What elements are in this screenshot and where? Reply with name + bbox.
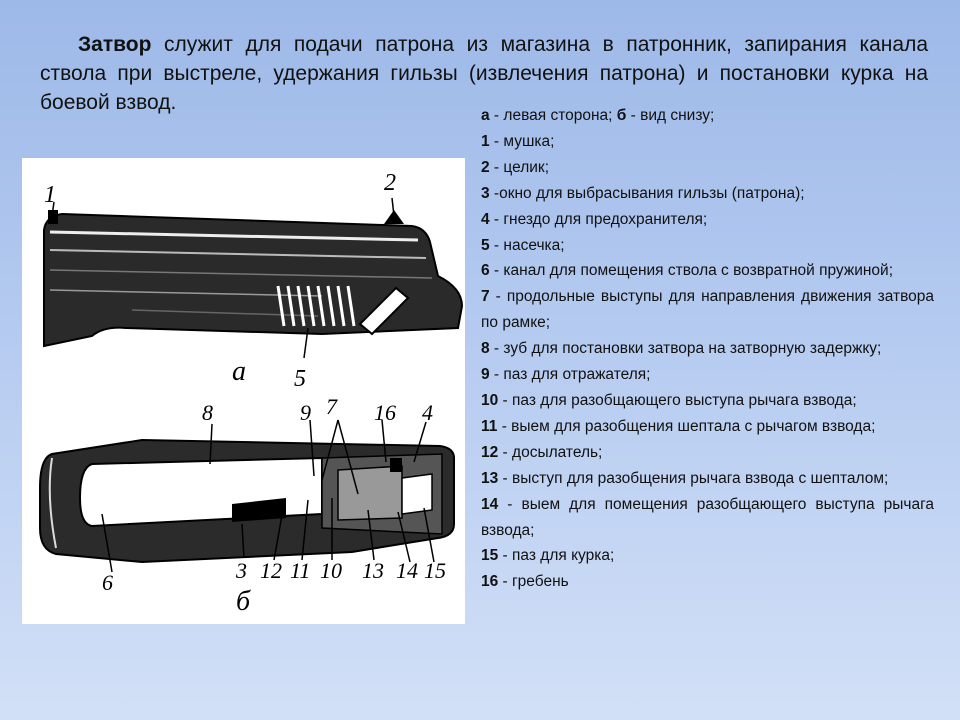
legend-item-7 <box>481 284 934 336</box>
legend-key: а <box>481 107 490 124</box>
callout-6: 6 <box>102 570 113 595</box>
legend-text: гнездо для предохранителя; <box>503 210 708 228</box>
legend-text: выем для помещения разобщающего выступа рычага взвода; <box>481 495 934 539</box>
callout-5: 5 <box>294 366 306 392</box>
bolt-diagram <box>22 158 465 624</box>
legend-item-2 <box>481 155 934 181</box>
slide-figure <box>22 158 465 624</box>
legend-item-14 <box>481 492 934 544</box>
legend-item-9 <box>481 362 934 388</box>
legend-text: гребень <box>512 573 569 591</box>
legend-key: 7 <box>481 288 490 306</box>
legend-item-11 <box>481 414 934 440</box>
legend-item-views <box>481 103 934 129</box>
legend-text: канал для помещения ствола с возвратной пружиной; <box>503 262 894 280</box>
legend-key: 4 <box>481 210 490 228</box>
legend-sep: - <box>489 184 500 202</box>
bolt-bottom-view-drawing <box>40 420 454 572</box>
legend-key: 5 <box>481 236 490 254</box>
legend-key: 14 <box>481 495 499 513</box>
intro-text: служит для подачи патрона из магазина в патронник, запирания канала ствола при выстреле, удержания гильзы (извлечения патрона) и постановки курка на боевой взвод. <box>40 33 928 114</box>
callout-3: 3 <box>236 558 247 583</box>
legend-text: левая сторона; <box>503 107 617 124</box>
legend-key: 12 <box>481 443 499 461</box>
legend-key: 10 <box>481 391 499 409</box>
legend-key: 11 <box>481 417 498 435</box>
legend-item-13 <box>481 466 934 492</box>
legend-text: окно для выбрасывания гильзы (патрона); <box>499 184 805 202</box>
legend-sep: - <box>498 443 513 461</box>
callout-2: 2 <box>384 170 396 196</box>
legend-text: насечка; <box>503 236 565 254</box>
legend-text: паз для разобщающего выступа рычага взвода; <box>512 391 857 409</box>
legend-item-16 <box>481 569 934 595</box>
callout-14: 14 <box>396 558 418 583</box>
legend-sep: - <box>489 158 504 176</box>
legend-item-15 <box>481 543 934 569</box>
legend-key: 1 <box>481 132 490 150</box>
legend-key: 15 <box>481 547 499 565</box>
legend-sep: - <box>489 288 507 306</box>
legend-sep: - <box>497 417 512 435</box>
legend-text: целик; <box>503 158 550 176</box>
intro-term: Затвор <box>78 33 152 56</box>
callout-12: 12 <box>260 558 282 583</box>
legend-item-12 <box>481 440 934 466</box>
legend-item-8 <box>481 336 934 362</box>
legend-key: 9 <box>481 366 490 384</box>
legend-text: продольные выступы для направления движения затвора по рамке; <box>481 288 934 332</box>
view-a-label: а <box>232 356 246 387</box>
legend-key: 16 <box>481 573 499 591</box>
legend-sep: - <box>498 547 513 565</box>
legend-key: 8 <box>481 340 490 358</box>
legend-text: паз для отражателя; <box>503 366 651 384</box>
callout-11: 11 <box>290 558 311 583</box>
legend-key: б <box>616 107 627 124</box>
callout-7: 7 <box>326 394 337 419</box>
callout-4: 4 <box>422 400 433 425</box>
callout-15: 15 <box>424 558 446 583</box>
legend-item-4 <box>481 207 934 233</box>
legend-text: досылатель; <box>512 443 603 461</box>
legend-item-3 <box>481 181 934 207</box>
bolt-left-side-drawing <box>44 198 462 358</box>
legend-sep: - <box>498 391 513 409</box>
legend-text: зуб для постановки затвора на затворную задержку; <box>503 340 882 358</box>
legend-sep: - <box>489 210 504 228</box>
legend-sep: - <box>489 366 504 384</box>
legend-item-6 <box>481 258 934 284</box>
legend-item-1 <box>481 129 934 155</box>
legend-item-5 <box>481 233 934 259</box>
legend-sep: - <box>489 262 504 280</box>
legend-sep: - <box>498 495 522 513</box>
callout-8: 8 <box>202 400 213 425</box>
legend-sep: - <box>489 236 504 254</box>
callout-10: 10 <box>320 558 342 583</box>
legend-sep: - <box>498 469 513 487</box>
legend-text: мушка; <box>503 132 555 150</box>
callout-1: 1 <box>44 182 56 208</box>
legend-text: выступ для разобщения рычага взвода с шепталом; <box>512 469 889 487</box>
legend-text: выем для разобщения шептала с рычагом взвода; <box>511 417 876 435</box>
callout-9: 9 <box>300 400 311 425</box>
legend-item-10 <box>481 388 934 414</box>
callout-13: 13 <box>362 558 384 583</box>
parts-legend <box>481 103 934 595</box>
legend-text: паз для курка; <box>512 547 615 565</box>
legend-sep: - <box>489 107 504 124</box>
view-b-label: б <box>236 586 251 617</box>
legend-key: 2 <box>481 158 490 176</box>
legend-key: 13 <box>481 469 499 487</box>
legend-sep: - <box>498 573 513 591</box>
legend-key: 6 <box>481 262 490 280</box>
legend-key: 3 <box>481 184 490 202</box>
legend-sep: - <box>489 340 504 358</box>
legend-text: - вид снизу; <box>626 107 715 124</box>
legend-sep: - <box>489 132 504 150</box>
callout-16: 16 <box>374 400 396 425</box>
